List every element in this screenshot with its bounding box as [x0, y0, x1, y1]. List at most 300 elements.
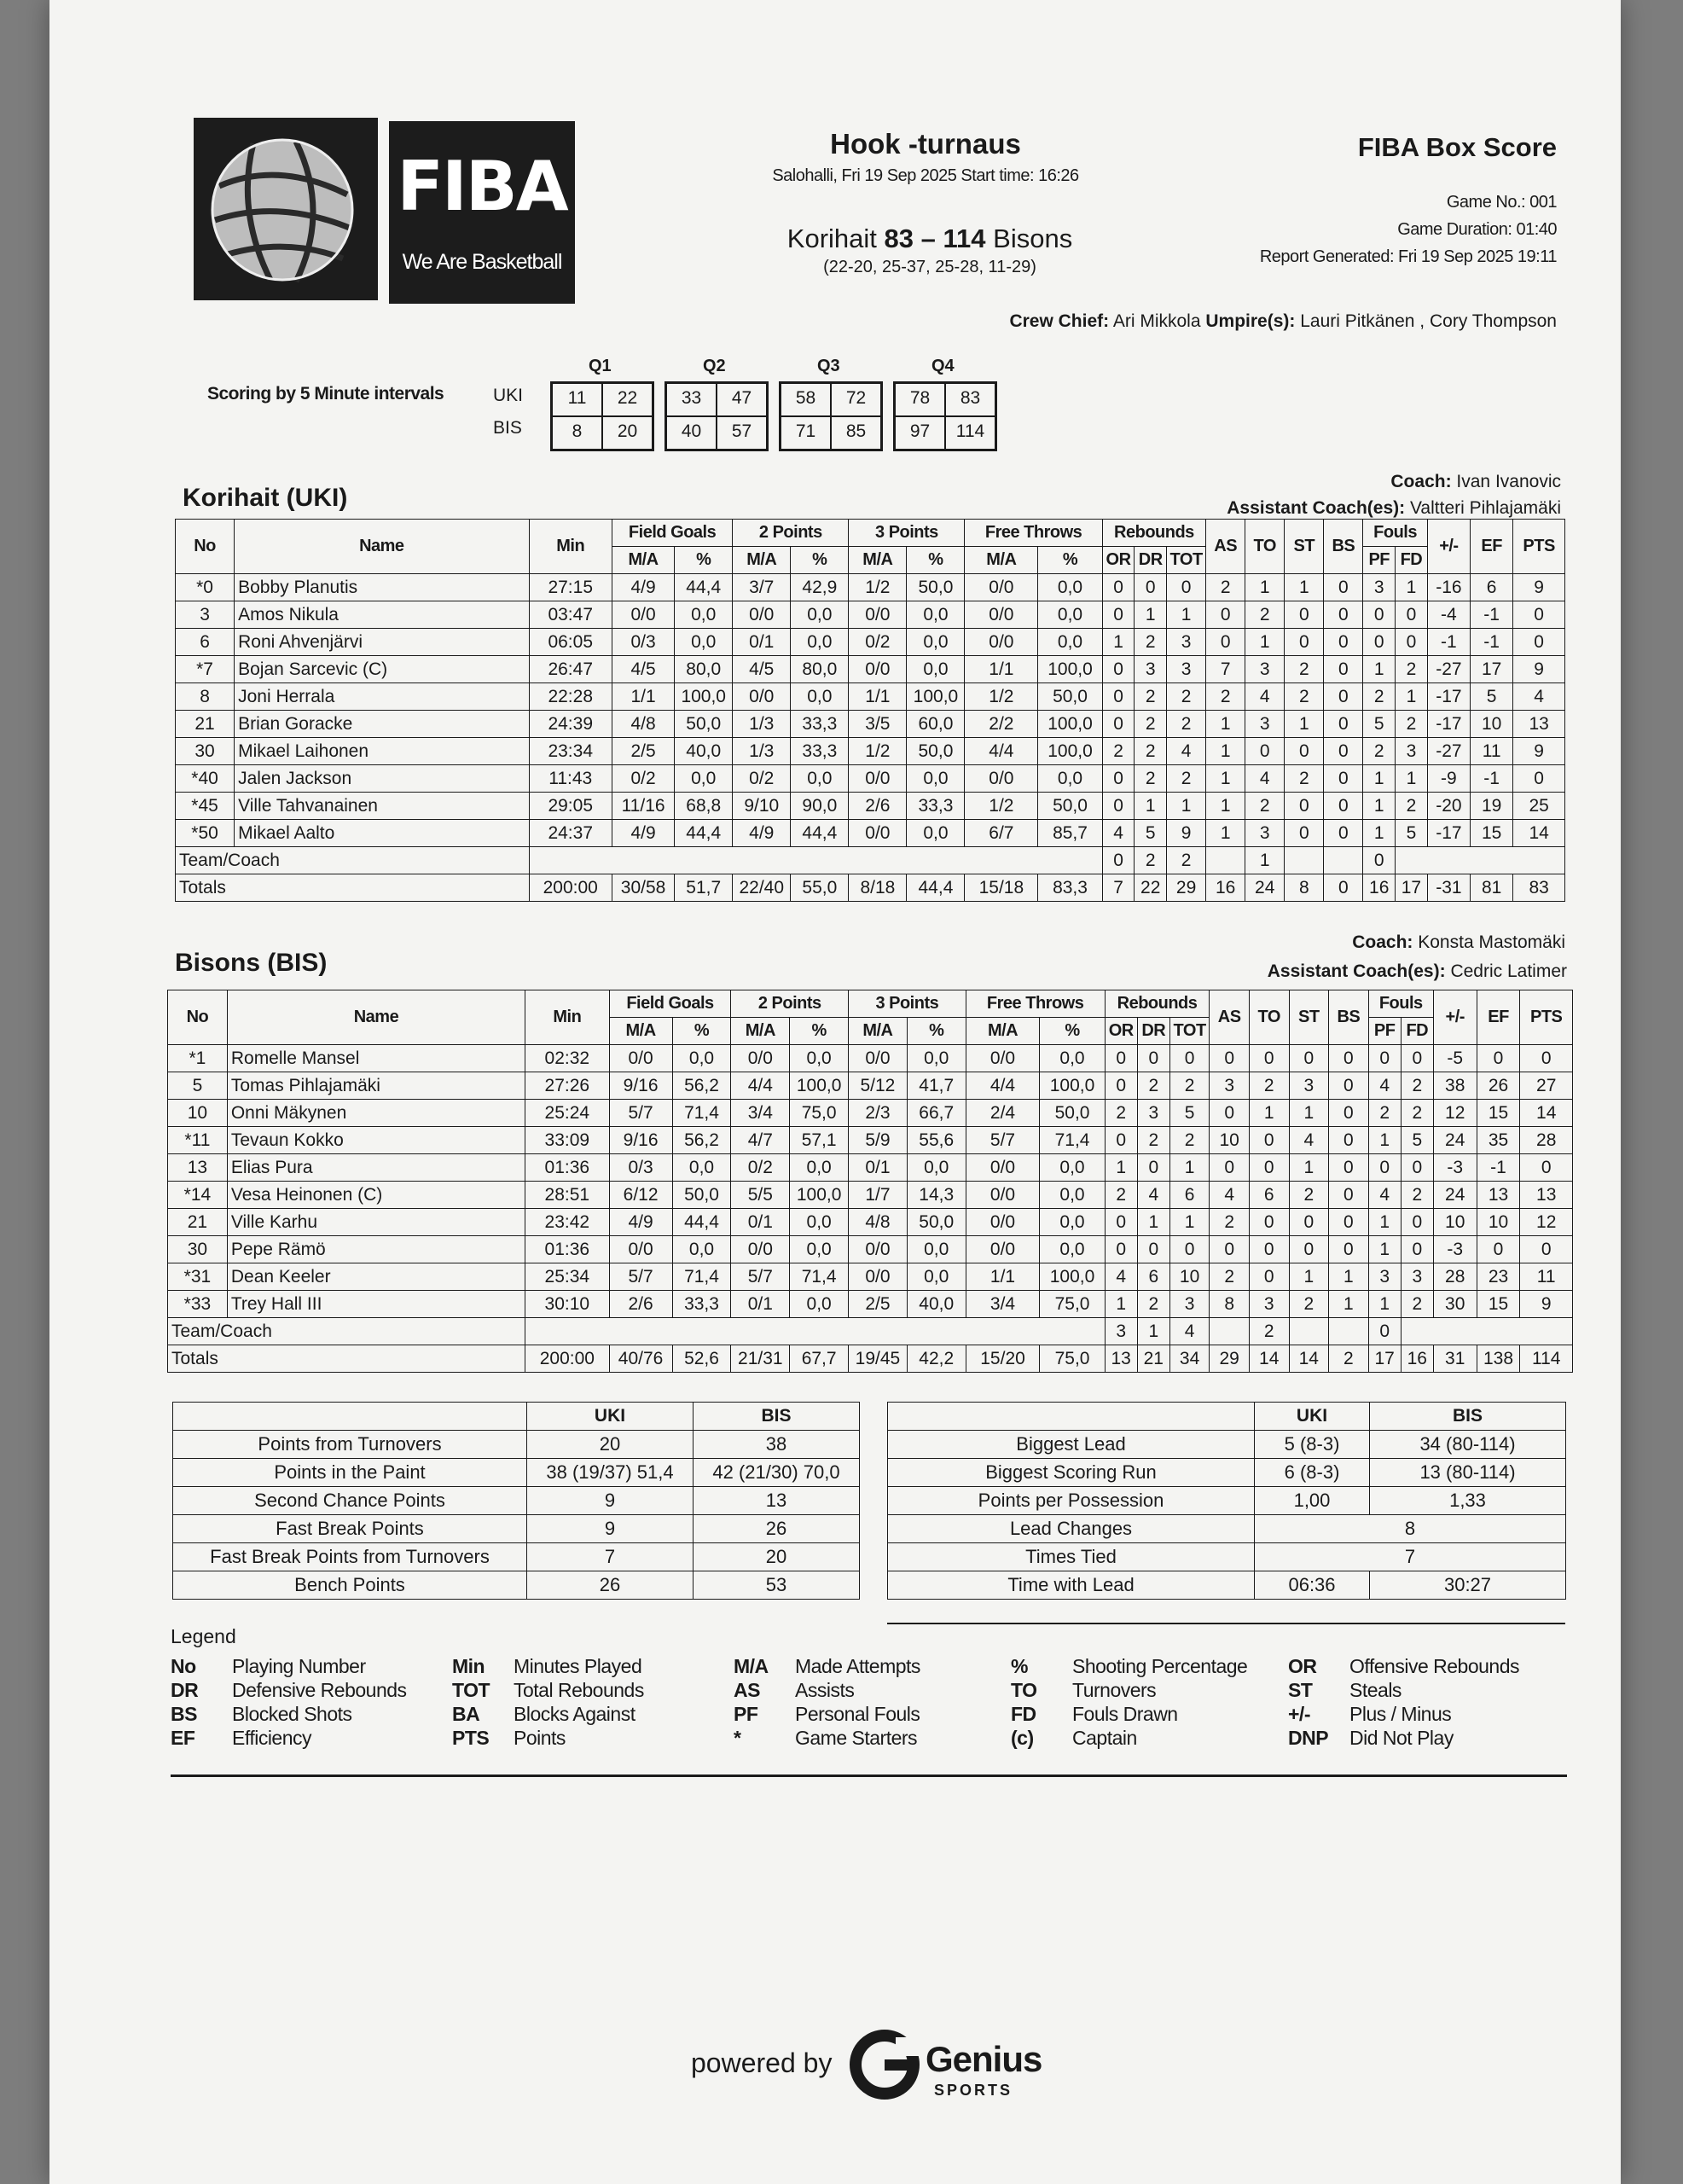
legend-abbr: TOT	[452, 1679, 490, 1701]
stat-cell: 4/9	[612, 820, 674, 847]
interval-score-uki: 47	[717, 383, 767, 416]
stat-cell: 3	[1137, 1100, 1169, 1127]
summary-value-bis: 42 (21/30) 70,0	[694, 1459, 860, 1487]
totals-cell: 16	[1363, 874, 1396, 902]
stat-cell: 30:10	[525, 1291, 609, 1318]
stat-cell: 71,4	[790, 1263, 849, 1291]
stat-cell: 4	[1137, 1182, 1169, 1209]
legend-desc: Minutes Played	[514, 1655, 642, 1677]
stat-cell: 35	[1477, 1127, 1520, 1154]
stat-cell: 1	[1368, 1127, 1401, 1154]
coach-uki	[1109, 472, 1561, 492]
stat-cell: 3	[1289, 1072, 1329, 1100]
stat-cell: 1	[1206, 820, 1245, 847]
stat-cell: 2/6	[849, 793, 907, 820]
stat-cell: 1	[1363, 765, 1396, 793]
stat-cell: 24:39	[529, 711, 612, 738]
stat-cell: 24:37	[529, 820, 612, 847]
stat-cell: 4	[1368, 1072, 1401, 1100]
stat-cell: 0,0	[907, 656, 965, 683]
stat-cell: 1/2	[965, 793, 1038, 820]
summary-value-uki: 26	[527, 1571, 694, 1600]
legend-item	[171, 1655, 366, 1678]
stat-cell: 0/0	[966, 1209, 1040, 1236]
stat-cell: 4	[1289, 1127, 1329, 1154]
stat-cell: 1	[1206, 765, 1245, 793]
col-percent: %	[907, 1018, 966, 1045]
stat-cell: 4/9	[612, 574, 674, 601]
stat-cell: *0	[176, 574, 235, 601]
stat-cell: 0	[1329, 1072, 1369, 1100]
stat-cell: 0,0	[1040, 1045, 1105, 1072]
summary-row	[888, 1459, 1566, 1487]
stat-cell: 1	[1329, 1291, 1369, 1318]
player-name: Tomas Pihlajamäki	[227, 1072, 525, 1100]
legend-abbr: BS	[171, 1703, 197, 1725]
player-row	[176, 820, 1565, 847]
stat-cell: 13	[1513, 711, 1565, 738]
stat-cell: 5/12	[849, 1072, 908, 1100]
player-name: Ville Karhu	[227, 1209, 525, 1236]
stat-cell: 15	[1477, 1100, 1520, 1127]
stat-cell: 0,0	[790, 1045, 849, 1072]
totals-cell: 0	[1324, 874, 1363, 902]
stat-cell: 0	[1329, 1154, 1369, 1182]
stat-cell: *33	[168, 1291, 228, 1318]
legend-desc: Did Not Play	[1349, 1727, 1454, 1749]
stat-cell: 0	[1102, 793, 1135, 820]
col-percent: %	[675, 547, 733, 574]
totals-cell: 200:00	[529, 874, 612, 902]
stat-cell: 4	[1513, 683, 1565, 711]
stat-cell: 9/16	[609, 1127, 672, 1154]
stat-cell: 0	[1324, 656, 1363, 683]
stat-cell: 2	[1105, 1100, 1137, 1127]
stat-cell: 0	[1102, 574, 1135, 601]
stat-cell: 2	[1289, 1182, 1329, 1209]
col-or: OR	[1102, 547, 1135, 574]
col-free-throws: Free Throws	[966, 990, 1105, 1018]
stat-cell: 0/0	[965, 629, 1038, 656]
stat-cell: 0/0	[966, 1154, 1040, 1182]
stat-cell: 71,4	[672, 1100, 731, 1127]
stat-cell: 3	[176, 601, 235, 629]
player-row	[168, 1263, 1573, 1291]
legend-item	[1288, 1727, 1454, 1750]
stat-cell: *50	[176, 820, 235, 847]
legend-abbr: DR	[171, 1679, 199, 1701]
stat-cell: 3/4	[966, 1291, 1040, 1318]
summary-row-label: Lead Changes	[888, 1515, 1255, 1543]
totals-cell: 44,4	[907, 874, 965, 902]
stat-cell: 9	[1513, 574, 1565, 601]
stat-cell: -1	[1471, 601, 1513, 629]
legend-item	[171, 1727, 311, 1750]
stat-cell: 2	[1396, 656, 1428, 683]
stat-cell: 0	[1285, 629, 1324, 656]
stat-cell: 27	[1520, 1072, 1573, 1100]
stat-cell: 0	[1105, 1127, 1137, 1154]
stat-cell: 6	[1169, 1182, 1210, 1209]
stat-cell: 0	[1368, 1154, 1401, 1182]
stat-cell: 6	[1249, 1182, 1289, 1209]
summary-value-uki: 9	[527, 1487, 694, 1515]
player-row	[176, 656, 1565, 683]
stat-cell: 11	[1520, 1263, 1573, 1291]
player-row	[168, 1127, 1573, 1154]
stat-cell: 0/0	[609, 1045, 672, 1072]
stat-cell: 4/4	[965, 738, 1038, 765]
stat-cell: 1	[1363, 820, 1396, 847]
stat-cell: 0	[1210, 1154, 1250, 1182]
stat-cell: 0	[1285, 738, 1324, 765]
col-made-attempts: M/A	[849, 547, 907, 574]
player-name: Ville Tahvanainen	[235, 793, 529, 820]
totals-cell: 83	[1513, 874, 1565, 902]
stat-cell: 0	[1329, 1182, 1369, 1209]
stat-cell: 0	[1206, 601, 1245, 629]
stat-cell: 23:34	[529, 738, 612, 765]
legend-desc: Efficiency	[232, 1727, 312, 1749]
stat-cell: 5	[1401, 1127, 1433, 1154]
stat-cell: 5	[1169, 1100, 1210, 1127]
stat-cell: 0	[1102, 656, 1135, 683]
stat-cell: 50,0	[1038, 793, 1102, 820]
summary-value-bis: 13	[694, 1487, 860, 1515]
stat-cell: 0	[1137, 1045, 1169, 1072]
legend-item	[1288, 1679, 1402, 1702]
stat-cell: 0	[1396, 601, 1428, 629]
stat-cell: 1/2	[965, 683, 1038, 711]
stat-cell: 33,3	[791, 738, 849, 765]
team-coach-row	[176, 847, 1565, 874]
col-field-goals: Field Goals	[609, 990, 731, 1018]
stat-cell: 1/1	[966, 1263, 1040, 1291]
report-generated: Report Generated: Fri 19 Sep 2025 19:11	[1259, 247, 1557, 266]
team-coach-blank	[525, 1318, 1106, 1345]
umpires-label: Umpire(s):	[1205, 311, 1296, 331]
player-row	[168, 1291, 1573, 1318]
stat-cell: 1	[1396, 765, 1428, 793]
stat-cell: 66,7	[907, 1100, 966, 1127]
stat-cell: 0/0	[965, 574, 1038, 601]
stat-cell: 38	[1433, 1072, 1477, 1100]
stat-cell: 0/0	[612, 601, 674, 629]
col-or: OR	[1105, 1018, 1137, 1045]
col-made-attempts: M/A	[849, 1018, 908, 1045]
stat-cell: 0	[1249, 1209, 1289, 1236]
legend-item	[734, 1703, 920, 1726]
stat-cell: 2	[1135, 738, 1167, 765]
stat-cell: 2	[1135, 711, 1167, 738]
player-name: Trey Hall III	[227, 1291, 525, 1318]
totals-cell: 14	[1249, 1345, 1289, 1373]
stat-cell: 0	[1105, 1209, 1137, 1236]
player-name: Jalen Jackson	[235, 765, 529, 793]
col-fouls: Fouls	[1368, 990, 1433, 1018]
team-coach-st	[1289, 1318, 1329, 1345]
stat-cell: 0	[1401, 1236, 1433, 1263]
summary-col-header: UKI	[1255, 1403, 1370, 1431]
stat-cell: 2	[1206, 574, 1245, 601]
col-tot: TOT	[1169, 1018, 1210, 1045]
legend-abbr: FD	[1011, 1703, 1036, 1725]
player-name: Mikael Aalto	[235, 820, 529, 847]
legend-item	[734, 1679, 854, 1702]
stat-cell: 19	[1471, 793, 1513, 820]
stat-cell: 2	[1249, 1072, 1289, 1100]
stat-cell: 0,0	[1040, 1154, 1105, 1182]
venue-line: Salohalli, Fri 19 Sep 2025 Start time: 16:26	[772, 166, 1079, 185]
team-title-uki: Korihait (UKI)	[183, 484, 348, 512]
legend-item	[171, 1679, 407, 1702]
legend-desc: Points	[514, 1727, 566, 1749]
stat-cell: 3	[1167, 629, 1206, 656]
interval-score-uki: 22	[602, 383, 653, 416]
summary-row	[888, 1515, 1566, 1543]
interval-team-bis: BIS	[493, 418, 522, 438]
stat-cell: 50,0	[907, 574, 965, 601]
stat-cell: 5	[1471, 683, 1513, 711]
team-coach-tot: 4	[1169, 1318, 1210, 1345]
legend-item	[1288, 1655, 1519, 1678]
stat-cell: 2	[1169, 1072, 1210, 1100]
stat-cell: 2/5	[849, 1291, 908, 1318]
col-free-throws: Free Throws	[965, 520, 1102, 547]
stat-cell: 0	[1102, 711, 1135, 738]
stat-cell: -1	[1471, 765, 1513, 793]
stat-cell: 0/1	[731, 1209, 790, 1236]
col-dr: DR	[1135, 547, 1167, 574]
legend-desc: Offensive Rebounds	[1349, 1655, 1519, 1677]
player-row	[176, 738, 1565, 765]
stat-cell: 1	[1245, 574, 1285, 601]
stat-cell: 60,0	[907, 711, 965, 738]
legend-abbr: +/-	[1288, 1703, 1310, 1725]
summary-row-label: Points from Turnovers	[173, 1431, 527, 1459]
col-percent: %	[907, 547, 965, 574]
stat-cell: 0,0	[907, 601, 965, 629]
stat-cell: 4	[1210, 1182, 1250, 1209]
stat-cell: 0	[1363, 601, 1396, 629]
col-made-attempts: M/A	[965, 547, 1038, 574]
stat-cell: 2	[1135, 765, 1167, 793]
stat-cell: 100,0	[1038, 738, 1102, 765]
summary-row	[888, 1571, 1566, 1600]
stat-cell: 44,4	[672, 1209, 731, 1236]
stat-cell: 0	[1285, 601, 1324, 629]
stat-cell: 100,0	[1038, 711, 1102, 738]
stat-cell: 0,0	[907, 1045, 966, 1072]
totals-row	[176, 874, 1565, 902]
stat-cell: 0	[1324, 574, 1363, 601]
summary-value-bis: 34 (80-114)	[1370, 1431, 1566, 1459]
assistant-coach-name: Cedric Latimer	[1450, 961, 1567, 981]
stat-cell: 12	[1433, 1100, 1477, 1127]
summary-row	[173, 1459, 860, 1487]
home-score: 83	[884, 224, 914, 253]
stat-cell: 03:47	[529, 601, 612, 629]
stat-cell: 2	[1169, 1127, 1210, 1154]
totals-cell: 24	[1245, 874, 1285, 902]
legend-abbr: %	[1011, 1655, 1028, 1677]
col-percent: %	[790, 1018, 849, 1045]
legend-abbr: PTS	[452, 1727, 490, 1749]
player-row	[176, 765, 1565, 793]
stat-cell: 4	[1245, 765, 1285, 793]
stat-cell: 0	[1329, 1045, 1369, 1072]
header-row	[168, 990, 1573, 1018]
stat-cell: 0,0	[672, 1236, 731, 1263]
stat-cell: 1	[1169, 1209, 1210, 1236]
interval-score-uki: 83	[945, 383, 995, 416]
stat-cell: 1	[1245, 629, 1285, 656]
stat-cell: 1	[1206, 738, 1245, 765]
col-made-attempts: M/A	[609, 1018, 672, 1045]
totals-cell: 17	[1368, 1345, 1401, 1373]
stat-cell: 0	[1167, 574, 1206, 601]
stat-cell: 0/0	[849, 765, 907, 793]
quarter-score-box	[664, 381, 769, 451]
stat-cell: 5/7	[731, 1263, 790, 1291]
officials-line	[853, 311, 1557, 332]
legend-item	[734, 1727, 917, 1750]
stat-cell: 9/10	[733, 793, 791, 820]
stat-cell: 0	[1169, 1045, 1210, 1072]
summary-row	[173, 1571, 860, 1600]
legend-desc: Shooting Percentage	[1072, 1655, 1248, 1677]
stat-cell: 2/4	[966, 1100, 1040, 1127]
summary-table-left	[172, 1402, 860, 1600]
summary-row-label: Second Chance Points	[173, 1487, 527, 1515]
coach-label: Coach:	[1390, 472, 1452, 491]
stat-cell: 0,0	[791, 765, 849, 793]
summary-header-blank	[888, 1403, 1255, 1431]
stat-cell: 0	[1249, 1236, 1289, 1263]
stat-cell: 2	[1396, 711, 1428, 738]
totals-cell: 42,2	[907, 1345, 966, 1373]
genius-brand: Genius	[926, 2039, 1042, 2079]
col-min: Min	[525, 990, 609, 1045]
col-percent: %	[672, 1018, 731, 1045]
stat-cell: 0	[1329, 1127, 1369, 1154]
home-team-name: Korihait	[786, 224, 877, 253]
stat-cell: 2	[1401, 1100, 1433, 1127]
stat-cell: 3	[1169, 1291, 1210, 1318]
stat-cell: 0,0	[791, 629, 849, 656]
stat-cell: 1/2	[849, 574, 907, 601]
stat-cell: 0	[1135, 574, 1167, 601]
stat-cell: 3	[1249, 1291, 1289, 1318]
stat-cell: 55,6	[907, 1127, 966, 1154]
totals-label: Totals	[168, 1345, 525, 1373]
stat-cell: 0	[1105, 1236, 1137, 1263]
stat-cell: 2	[1285, 656, 1324, 683]
totals-row	[168, 1345, 1573, 1373]
stat-cell: 1/2	[849, 738, 907, 765]
interval-score-bis: 71	[781, 416, 831, 450]
stat-cell: 25	[1513, 793, 1565, 820]
stat-cell: 0	[1285, 793, 1324, 820]
stat-cell: 13	[168, 1154, 228, 1182]
totals-cell: 30/58	[612, 874, 674, 902]
game-duration: Game Duration: 01:40	[1397, 220, 1557, 239]
stat-cell: 3/4	[731, 1100, 790, 1127]
stat-cell: 2	[1245, 793, 1285, 820]
stat-cell: 100,0	[1040, 1263, 1105, 1291]
stat-cell: 1/1	[965, 656, 1038, 683]
stat-cell: 100,0	[790, 1182, 849, 1209]
stat-cell: 0/0	[849, 1045, 908, 1072]
assistant-coach-name: Valtteri Pihlajamäki	[1409, 498, 1561, 518]
col-plus-minus: +/-	[1433, 990, 1477, 1045]
col-as: AS	[1210, 990, 1250, 1045]
stat-cell: 0,0	[907, 1154, 966, 1182]
game-number: Game No.: 001	[1446, 193, 1557, 212]
stat-cell: 0,0	[1038, 574, 1102, 601]
legend-item	[1011, 1727, 1137, 1750]
stat-cell: 2/2	[965, 711, 1038, 738]
team-coach-tail	[1401, 1318, 1572, 1345]
stat-cell: 4/5	[612, 656, 674, 683]
col-rebounds: Rebounds	[1102, 520, 1205, 547]
stat-cell: 1/1	[849, 683, 907, 711]
legend-desc: Total Rebounds	[514, 1679, 644, 1701]
summary-row	[888, 1431, 1566, 1459]
stat-cell: 6/7	[965, 820, 1038, 847]
totals-cell: 16	[1206, 874, 1245, 902]
stat-cell: 0	[1401, 1045, 1433, 1072]
legend-abbr: (c)	[1011, 1727, 1034, 1749]
stat-cell: 11:43	[529, 765, 612, 793]
col-made-attempts: M/A	[731, 1018, 790, 1045]
player-name: Pepe Rämö	[227, 1236, 525, 1263]
summary-value: 8	[1255, 1515, 1566, 1543]
legend-desc: Blocks Against	[514, 1703, 635, 1725]
stat-cell: 0	[1324, 629, 1363, 656]
col-made-attempts: M/A	[733, 547, 791, 574]
totals-cell: 21	[1137, 1345, 1169, 1373]
stat-cell: 1	[1285, 711, 1324, 738]
totals-cell: 14	[1289, 1345, 1329, 1373]
stat-cell: 0/0	[966, 1045, 1040, 1072]
stat-cell: 41,7	[907, 1072, 966, 1100]
stat-cell: 28	[1433, 1263, 1477, 1291]
stat-cell: 0/0	[849, 820, 907, 847]
summary-value-uki: 06:36	[1255, 1571, 1370, 1600]
team-coach-dr: 1	[1137, 1318, 1169, 1345]
col-no: No	[176, 520, 235, 574]
totals-cell: 22	[1135, 874, 1167, 902]
legend-abbr: PF	[734, 1703, 758, 1725]
summary-value-bis: 1,33	[1370, 1487, 1566, 1515]
stat-cell: 0	[1102, 765, 1135, 793]
totals-cell: 21/31	[731, 1345, 790, 1373]
summary-header-row	[888, 1403, 1566, 1431]
totals-cell: 40/76	[609, 1345, 672, 1373]
legend-desc: Captain	[1072, 1727, 1137, 1749]
team-coach-label: Team/Coach	[168, 1318, 525, 1345]
stat-cell: *11	[168, 1127, 228, 1154]
stat-cell: 2	[1401, 1182, 1433, 1209]
stat-cell: 4/8	[849, 1209, 908, 1236]
period-scores: (22-20, 25-37, 25-28, 11-29)	[823, 258, 1036, 276]
team-coach-blank	[529, 847, 1102, 874]
player-row	[176, 711, 1565, 738]
stat-cell: 6/12	[609, 1182, 672, 1209]
team-coach-or: 3	[1105, 1318, 1137, 1345]
interval-score-bis: 8	[552, 416, 602, 450]
